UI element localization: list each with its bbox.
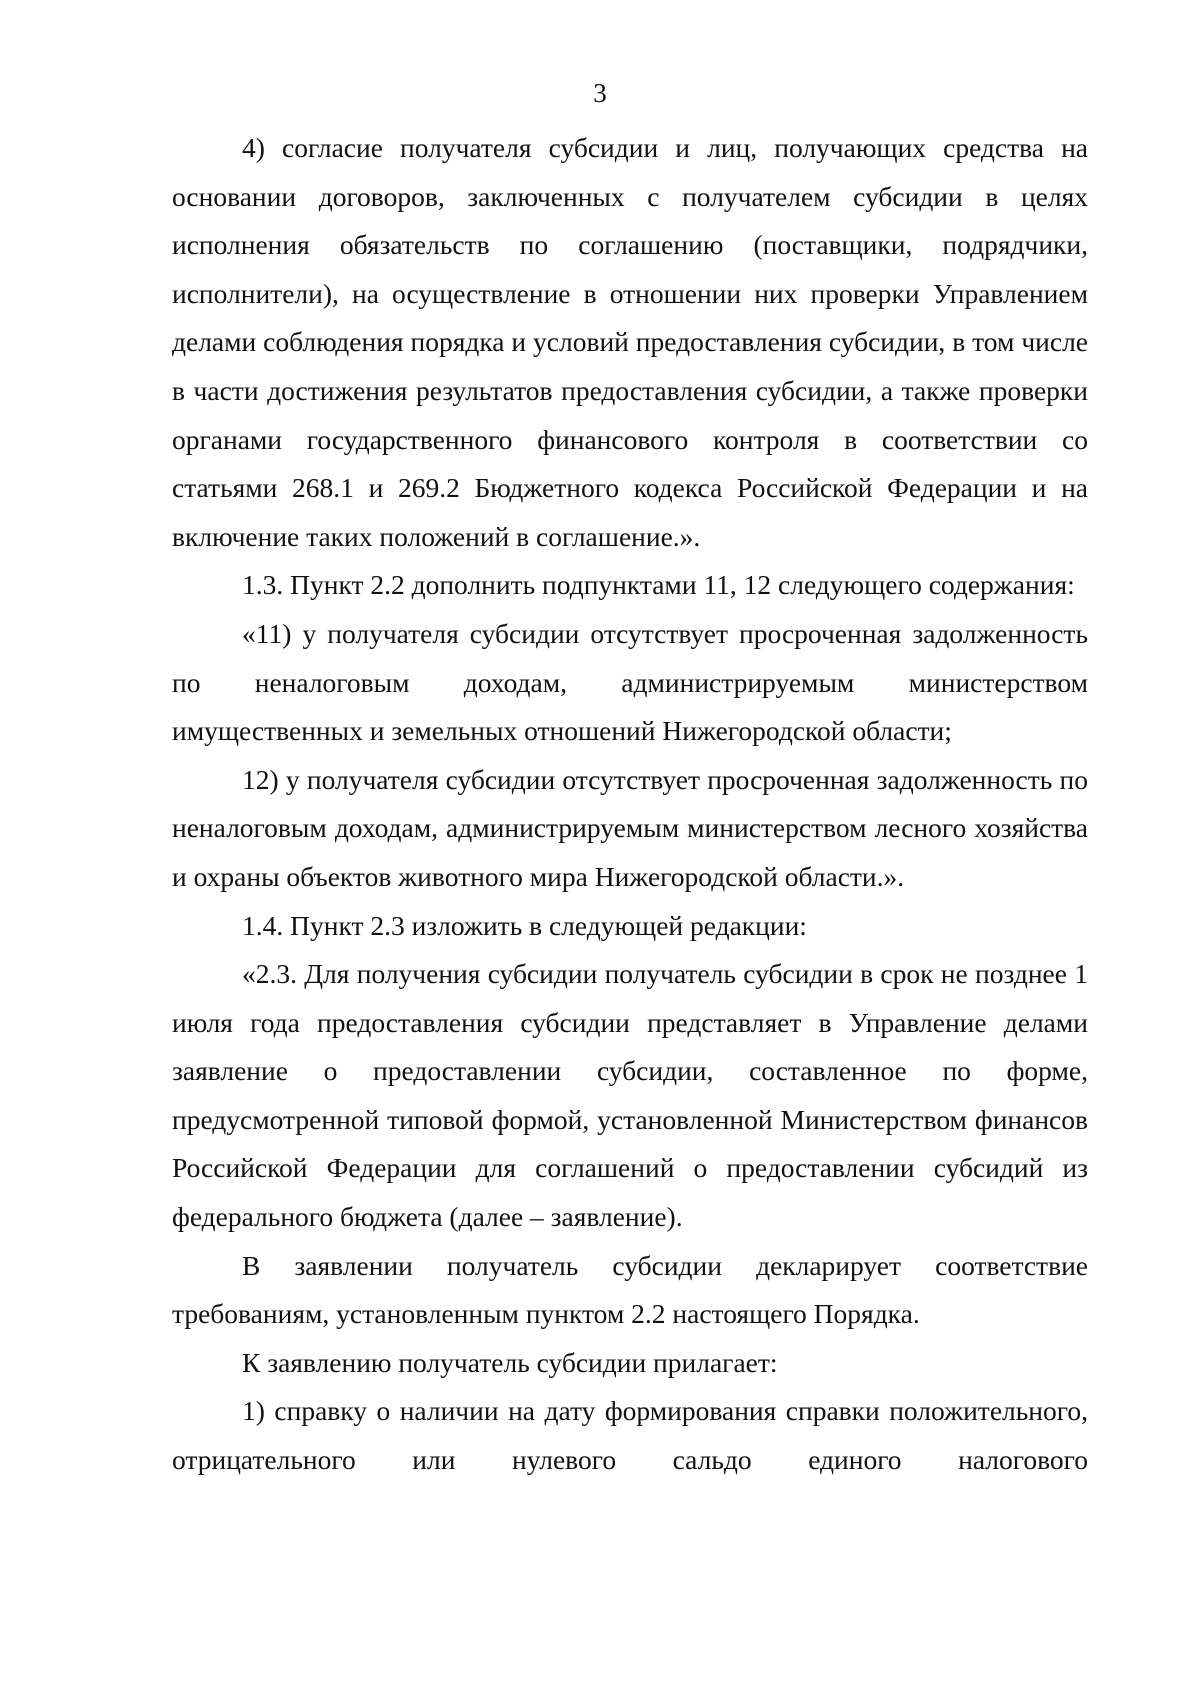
paragraph-clause-2-3: «2.3. Для получения субсидии получатель субсидии в срок не позднее 1 июля года предоставления субсидии представляет в Управление делами заявление о предоставлении субсидии, составленное по форме, предусмотренной типовой формой, установленной Министерством финансов Российской Федерации для соглашений о предоставлении субсидий из федерального бюджета (далее – заявление).: [172, 958, 1088, 1233]
paragraph-subitem-12: 12) у получателя субсидии отсутствует просроченная задолженность по неналоговым доходам, администрируемым министерством лесного хозяйства и охраны объектов животного мира Нижегородской области.».: [172, 763, 1088, 892]
paragraph-item-1-3: 1.3. Пункт 2.2 дополнить подпунктами 11, 12 следующего содержания:: [242, 569, 1075, 601]
paragraph-item-1-4: 1.4. Пункт 2.3 изложить в следующей редакции:: [242, 909, 807, 941]
paragraph-attachments-intro: К заявлению получатель субсидии прилагает:: [242, 1346, 778, 1378]
paragraph-declaration: В заявлении получатель субсидии декларирует соответствие требованиям, установленным пунктом 2.2 настоящего Порядка.: [172, 1249, 1088, 1330]
document-body: [172, 124, 1088, 1485]
page-number: 3: [593, 78, 607, 108]
paragraph-attachment-1: 1) справку о наличии на дату формирования справки положительного, отрицательного или нулевого сальдо единого налогового: [172, 1395, 1088, 1476]
paragraph-subitem-11: «11) у получателя субсидии отсутствует просроченная задолженность по неналоговым доходам, администрируемым министерством имущественных и земельных отношений Нижегородской области;: [172, 617, 1088, 747]
paragraph-consent-clause: 4) согласие получателя субсидии и лиц, получающих средства на основании договоров, заключенных с получателем субсидии в целях исполнения обязательств по соглашению (поставщики, подрядчики, исполнители), на осуществление в отношении них проверки Управлением делами соблюдения порядка и условий предоставления субсидии, в том числе в части достижения результатов предоставления субсидии, а также проверки органами государственного финансового контроля в соответствии со статьями 268.1 и 269.2 Бюджетного кодекса Российской Федерации и на включение таких положений в соглашение.».: [172, 132, 1088, 552]
